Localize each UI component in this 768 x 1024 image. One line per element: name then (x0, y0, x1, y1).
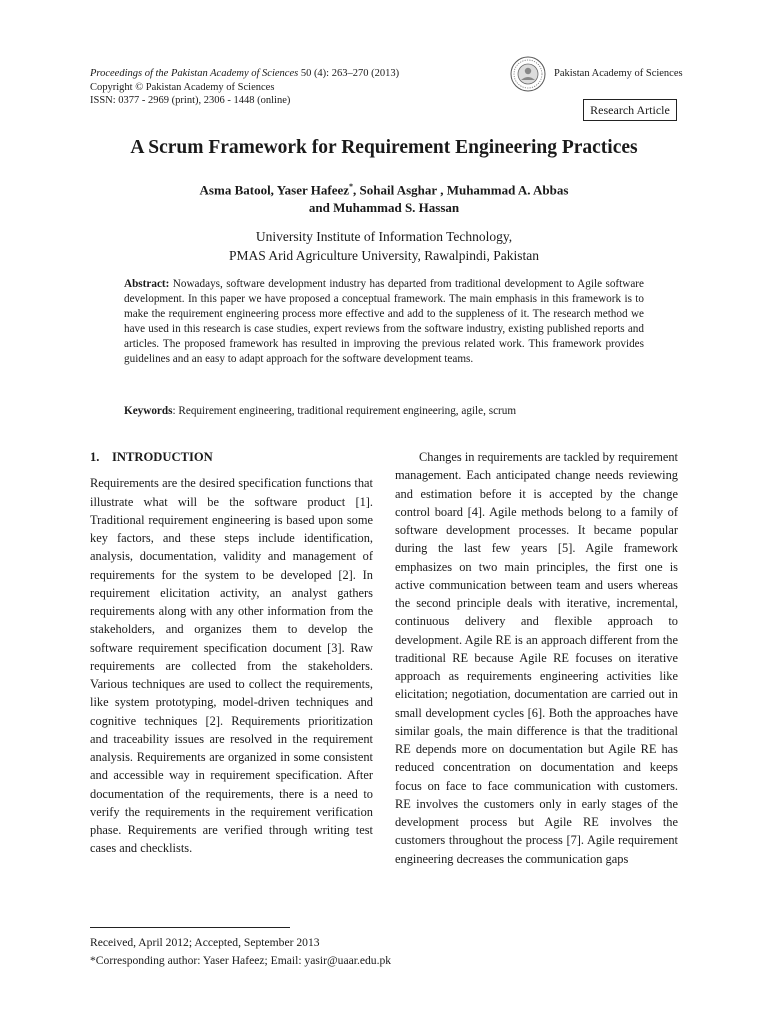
section-heading (90, 448, 373, 466)
requirements-management-paragraph: Changes in requirements are tackled by requirement management. Each anticipated change needs reviewing and estimation before it is accepted by the change control board [4]. Agile methods belong to a family of software development processes. It became popular during the last few years [5]. Agile framework emphasizes on two main principles, the first one is active communication between team and users whereas the second principle deals with iterative, incremental, continuous delivery and flexible approach to development. Agile RE is an approach different from the traditional RE because Agile RE focuses on iterative approach as requirements engineering activities like elicitation; negotiation, documentation are carried out in small development cycles [6]. Both the approaches have similar goals, the main difference is that the traditional RE depends more on documentation but Agile RE has reduced concentration on documentation and keeps focus on face to face communication with customers. RE involves the customers only in early stages of the development process but Agile RE involves the customers throughout the process [7]. Agile requirement engineering decreases the communication gaps (395, 450, 678, 866)
affiliation-line-2: PMAS Arid Agriculture University, Rawalpindi, Pakistan (229, 248, 539, 263)
authors-part-a: Asma Batool, Yaser Hafeez (199, 182, 350, 198)
author-line-2: and Muhammad S. Hassan (308, 200, 460, 216)
academy-name: Pakistan Academy of Sciences (554, 68, 683, 79)
keywords (124, 404, 684, 419)
author-line-1 (0, 178, 768, 199)
affiliation-line-1: University Institute of Information Technology, (255, 229, 513, 244)
footnote-divider (90, 927, 290, 928)
journal-name: Proceedings of the Pakistan Academy of Sciences (90, 68, 299, 79)
keywords-label: Keywords (124, 405, 173, 417)
right-column (395, 448, 678, 908)
journal-reference: 50 (4): 263–270 (2013) (298, 68, 400, 79)
issn: ISSN: 0377 - 2969 (print), 2306 - 1448 (online) (90, 95, 291, 106)
corresponding-author-note: *Corresponding author: Yaser Hafeez; Email: yasir@uaar.edu.pk (90, 954, 392, 967)
footnotes (90, 934, 391, 970)
abstract-text: Nowadays, software development industry has departed from traditional development to Agile software development. In this paper we have proposed a conceptual framework. The main emphasis in this framework is to make the requirement engineering process more effective and add to the suppleness of it. The research method we have used in this research is case studies, expert reviews from the software industry, existing published reports and articles. The proposed framework has resulted in improving the previous related work. This framework provides guidelines and an easy to adapt approach for the software development teams. (124, 278, 644, 365)
authors-part-b: , Sohail Asghar , Muhammad A. Abbas (353, 182, 569, 198)
left-column (90, 448, 373, 898)
copyright-notice: Copyright © Pakistan Academy of Sciences (90, 81, 275, 93)
abstract (124, 277, 644, 367)
corresponding-author-mark: * (349, 182, 354, 191)
article-type-badge: Research Article (583, 99, 677, 121)
abstract-label: Abstract: (124, 278, 170, 290)
received-date: Received, April 2012; Accepted, September 2013 (90, 936, 320, 949)
journal-info (90, 67, 399, 108)
journal-citation (90, 67, 399, 81)
intro-paragraph: Requirements are the desired specification functions that illustrate what will be the software product [1]. Traditional requirement engineering is based upon some key factors, and these steps include identification, analysis, documentation, validity and management of requirements for the system to be developed [2]. In requirement elicitation activity, an analyst gathers requirements along with any other information from the stakeholders, and organizes them to develop the software requirement specification document [3]. Raw requirements are collected from the stakeholders. Various techniques are used to collect the requirements, like system prototyping, model-driven techniques and cognitive techniques [2]. Requirements prioritization and traceability issues are resolved in the requirement analysis. Requirements are organized in some consistent and accessible way in requirement specification. After documentation of the requirements, there is a need to verify the requirements in the requirement verification phase. Requirements are verified through writing test cases and checklists. (90, 476, 373, 856)
academy-seal-icon (510, 56, 546, 92)
affiliation (0, 227, 768, 265)
keywords-text: : Requirement engineering, traditional requirement engineering, agile, scrum (172, 405, 517, 417)
section-title: INTRODUCTION (112, 450, 213, 464)
paper-title: A Scrum Framework for Requirement Engineering Practices (130, 137, 638, 158)
author-list (0, 178, 768, 217)
section-number: 1. (90, 450, 100, 464)
